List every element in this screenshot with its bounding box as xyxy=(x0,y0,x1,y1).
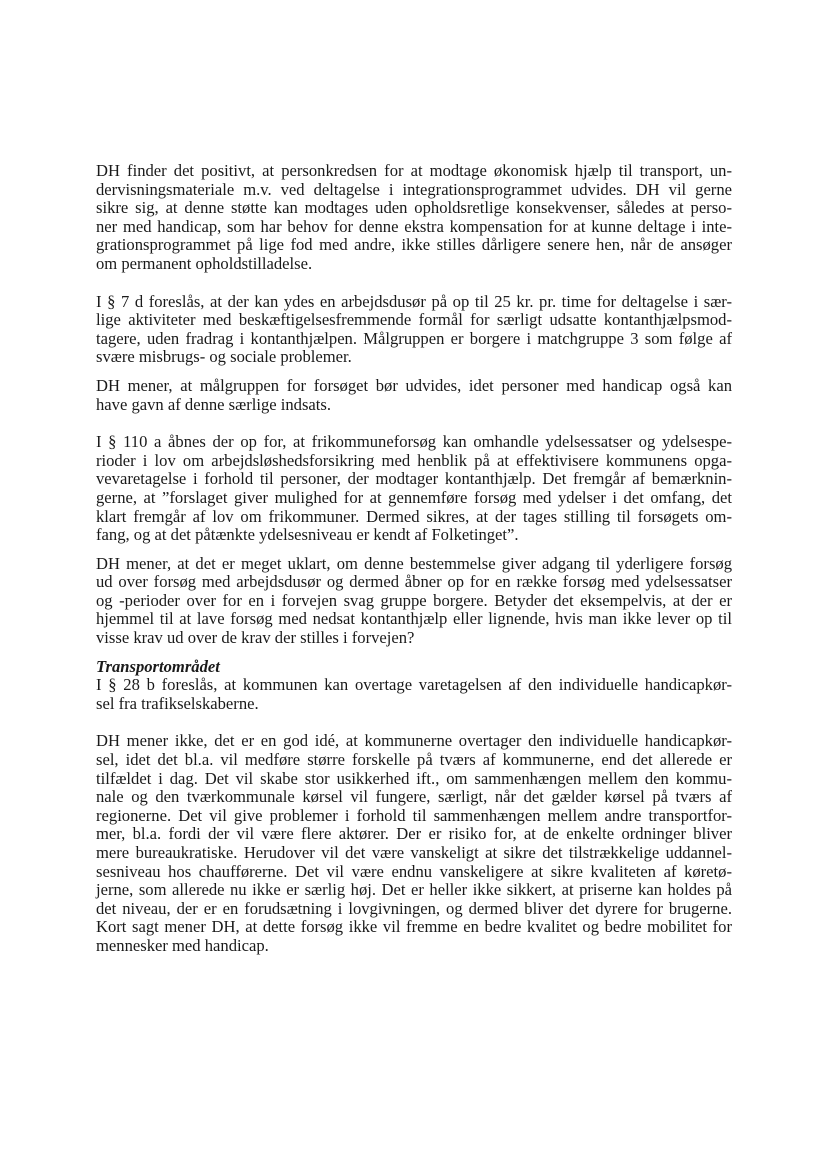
text-line: visse krav ud over de krav der stilles i forvejen? xyxy=(96,628,415,648)
text-line: sel, idet det bl.a. vil medføre større forskelle på tværs af kommunerne, end det allerede er xyxy=(96,750,732,770)
text-line: svære misbrugs- og sociale problemer. xyxy=(96,347,352,367)
text-line: sikre sig, at denne støtte kan modtages uden opholdsretlige konsekvenser, således at perso- xyxy=(96,198,732,218)
text-line: hjemmel til at lave forsøg med nedsat kontanthjælp eller lignende, hvis man ikke lever op til xyxy=(96,609,732,629)
text-line: nale og den tværkommunale kørsel vil fungere, særligt, når det gælder kørsel på tværs af xyxy=(96,787,732,807)
text-line: mer, bl.a. fordi der vil være flere aktører. Der er risiko for, at de enkelte ordninger bliver xyxy=(96,824,732,844)
text-line: tagere, uden fradrag i kontanthjælpen. Målgruppen er borgere i matchgruppe 3 som følge af xyxy=(96,328,732,348)
text-line: vevaretagelse i forhold til personer, der modtager kontanthjælp. Det fremgår af bemærknin- xyxy=(96,469,732,489)
paragraph-unclear-provision xyxy=(96,555,732,648)
paragraph-section-110a xyxy=(96,433,732,545)
paragraph-disability-transport xyxy=(96,732,732,955)
text-line: grationsprogrammet på lige fod med andre, ikke stilles dårligere senere hen, når de ansøger xyxy=(96,235,732,255)
text-line: klart fremgår af lov om frikommuner. Dermed sikres, at der tages stilling til forsøgets om- xyxy=(96,506,732,526)
text-line: DH mener, at målgruppen for forsøget bør udvides, idet personer med handicap også kan xyxy=(96,375,732,395)
text-line: DH finder det positivt, at personkredsen for at modtage økonomisk hjælp til transport, un- xyxy=(96,161,732,180)
text-line: rioder i lov om arbejdsløshedsforsikring med henblik på at effektivisere kommunens opga- xyxy=(96,450,732,470)
text-line: I § 28 b foreslås, at kommunen kan overtage varetagelsen af den individuelle handicapkør- xyxy=(96,675,732,695)
text-line: det niveau, der er en forudsætning i lovgivningen, og dermed bliver det dyrere for brugerne. xyxy=(96,898,732,918)
text-line: I § 7 d foreslås, at der kan ydes en arbejdsdusør på op til 25 kr. pr. time for deltagelse i sær- xyxy=(96,291,732,311)
text-line: jerne, som allerede nu ikke er særlig høj. Det er heller ikke sikkert, at priserne kan holdes på xyxy=(96,880,732,900)
text-line: gerne, at ”forslaget giver mulighed for at gennemføre forsøg med ydelser i det omfang, det xyxy=(96,487,732,507)
paragraph-section-7d xyxy=(96,293,732,367)
text-line: og -perioder over for en i forvejen svag gruppe borgere. Betyder det eksempelvis, at der er xyxy=(96,590,732,610)
text-line: dervisningsmateriale m.v. ved deltagelse i integrationsprogrammet udvides. DH vil gerne xyxy=(96,179,732,199)
text-line: ud over forsøg med arbejdsdusør og dermed åbner op for en række forsøg med ydelsessatser xyxy=(96,572,732,592)
text-line: sesniveau hos chaufførerne. Det vil være endnu vanskeligere at sikre kvaliteten af køretø- xyxy=(96,861,732,881)
paragraph-target-group xyxy=(96,377,732,414)
document-page xyxy=(96,162,732,956)
text-line: Kort sagt mener DH, at dette forsøg ikke vil fremme en bedre kvalitet og bedre mobilitet for xyxy=(96,917,732,937)
text-line: tilfældet i dag. Det vil skabe stor usikkerhed ift., om sammenhængen mellem den kommu- xyxy=(96,768,732,788)
text-line: mere bureaukratiske. Herudover vil det være vanskeligt at sikre det tilstrækkelige uddannel- xyxy=(96,843,732,862)
text-line: ner med handicap, som har behov for denne ekstra kompensation for at kunne deltage i inte- xyxy=(96,216,732,236)
text-line: I § 110 a åbnes der op for, at frikommuneforsøg kan omhandle ydelsessatser og ydelsespe- xyxy=(96,432,732,452)
text-line: regionerne. Det vil give problemer i forhold til sammenhængen mellem andre transportfor- xyxy=(96,805,732,825)
text-line: om permanent opholdstilladelse. xyxy=(96,253,313,273)
text-line: mennesker med handicap. xyxy=(96,935,269,955)
paragraph-section-28b xyxy=(96,676,732,713)
text-line: sel fra trafikselskaberne. xyxy=(96,693,259,713)
section-heading-transport: Transportområdet xyxy=(96,656,220,676)
text-line: fang, og at det påtænkte ydelsesniveau er kendt af Folketinget”. xyxy=(96,525,519,545)
paragraph-transport-aid xyxy=(96,162,732,274)
text-line: DH mener ikke, det er en god idé, at kommunerne overtager den individuelle handicapkør- xyxy=(96,731,732,751)
text-line: have gavn af denne særlige indsats. xyxy=(96,394,332,414)
text-line: lige aktiviteter med beskæftigelsesfremmende formål for særligt udsatte kontanthjælpsmod- xyxy=(96,310,732,330)
text-line: DH mener, at det er meget uklart, om denne bestemmelse giver adgang til yderligere forsøg xyxy=(96,553,732,573)
